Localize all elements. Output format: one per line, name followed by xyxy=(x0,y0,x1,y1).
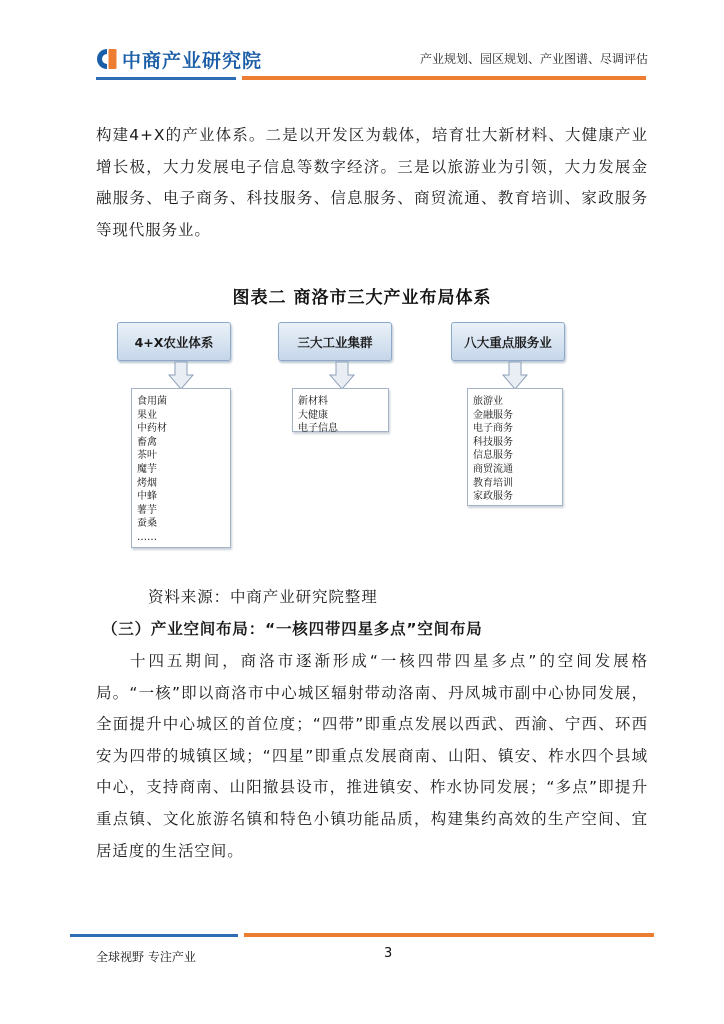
footer-divider-orange xyxy=(244,933,654,937)
list-item: 中蜂 xyxy=(137,491,157,503)
list-item: 商贸流通 xyxy=(473,463,513,475)
header-divider-blue xyxy=(96,77,236,80)
list-item: 大健康 xyxy=(298,409,328,421)
category-box-services: 八大重点服务业 xyxy=(451,322,565,361)
header-divider-orange xyxy=(242,76,646,80)
figure-title: 图表二 商洛市三大产业布局体系 xyxy=(232,288,492,308)
figure-source: 资料来源：中商产业研究院整理 xyxy=(148,588,378,606)
list-item: 畜禽 xyxy=(137,436,157,448)
list-item: 教育培训 xyxy=(473,477,513,489)
list-item: 电子信息 xyxy=(298,423,338,435)
list-item: 果业 xyxy=(137,409,157,421)
company-logo xyxy=(96,44,262,74)
page-number: 3 xyxy=(384,946,393,961)
footer-divider-blue xyxy=(70,934,238,937)
list-item: 魔芋 xyxy=(137,463,157,475)
list-item: 茶叶 xyxy=(137,450,157,462)
list-box-industry xyxy=(292,388,389,435)
list-box-services xyxy=(467,388,563,506)
list-item: …… xyxy=(137,531,157,543)
list-item: 金融服务 xyxy=(473,409,513,421)
list-item: 蚕桑 xyxy=(137,518,157,530)
list-item: 食用菌 xyxy=(137,396,167,407)
footer-slogan: 全球视野 专注产业 xyxy=(96,950,196,964)
list-item: 烤烟 xyxy=(137,477,157,489)
list-box-agriculture xyxy=(131,388,231,548)
list-item: 科技服务 xyxy=(473,436,513,448)
logo-text: 中商产业研究院 xyxy=(122,49,263,72)
list-item: 薯芋 xyxy=(137,504,157,516)
category-box-industry: 三大工业集群 xyxy=(278,322,392,361)
body-paragraph-1: 构建4+X的产业体系。二是以开发区为载体，培育壮大新材料、大健康产业增长极，大力发展电子信息等数字经济。三是以旅游业为引领，大力发展金融服务、电子商务、科技服务、信息服务、商贸流通、教育培训、家政服务等现代服务业。 xyxy=(96,126,648,239)
header-tagline: 产业规划、园区规划、产业图谱、尽调评估 xyxy=(419,52,648,66)
list-item: 电子商务 xyxy=(473,423,513,435)
list-item: 家政服务 xyxy=(473,491,513,503)
category-box-agriculture: 4+X农业体系 xyxy=(117,322,231,361)
list-item: 旅游业 xyxy=(473,396,503,407)
section-heading: （三）产业空间布局：“一核四带四星多点”空间布局 xyxy=(102,620,483,638)
down-arrow-icon xyxy=(329,361,355,390)
body-paragraph-2: 十四五期间，商洛市逐渐形成“一核四带四星多点”的空间发展格局。“一核”即以商洛市中心城区辐射带动洛南、丹凤城市副中心协同发展，全面提升中心城区的首位度；“四带”即重点发展以西武、西渝、宁西、环西安为四带的城镇区域；“四星”即重点发展商南、山阳、镇安、柞水四个县域中心，支持商南、山阳撤县设市，推进镇安、柞水协同发展；“多点”即提升重点镇、文化旅游名镇和特色小镇功能品质，构建集约高效的生产空间、宜居适度的生活空间。 xyxy=(96,652,648,860)
logo-mark-icon xyxy=(96,48,118,70)
list-item: 信息服务 xyxy=(473,450,513,462)
down-arrow-icon xyxy=(168,361,194,390)
list-item: 新材料 xyxy=(298,396,328,407)
down-arrow-icon xyxy=(502,361,528,390)
list-item: 中药材 xyxy=(137,423,167,435)
